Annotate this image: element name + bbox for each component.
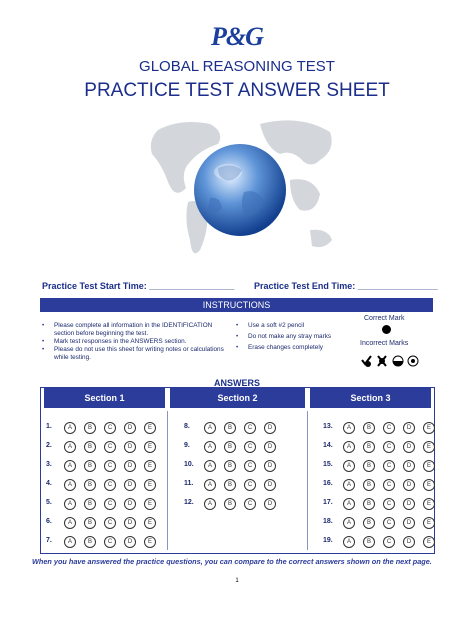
answer-bubble-a[interactable]: A <box>64 479 76 491</box>
section-3-header: Section 3 <box>310 388 431 408</box>
question-number: 13. <box>323 423 333 430</box>
question-number: 7. <box>46 537 52 544</box>
question-number: 5. <box>46 499 52 506</box>
answer-bubble-b[interactable]: B <box>363 460 375 472</box>
footer-note: When you have answered the practice questions, you can compare to the correct answers shown on the next page. <box>32 557 432 566</box>
answer-bubble-d[interactable]: D <box>403 498 415 510</box>
answer-bubble-c[interactable]: C <box>244 422 256 434</box>
answer-bubble-c[interactable]: C <box>244 479 256 491</box>
answer-bubble-d[interactable]: D <box>124 460 136 472</box>
incorrect-marks-icon <box>360 354 420 368</box>
pg-logo: P&G <box>211 22 263 51</box>
answer-bubble-e[interactable]: E <box>423 498 435 510</box>
answer-bubble-a[interactable]: A <box>64 536 76 548</box>
answer-bubble-b[interactable]: B <box>224 479 236 491</box>
answer-bubble-a[interactable]: A <box>204 441 216 453</box>
answer-bubble-a[interactable]: A <box>343 460 355 472</box>
question-number: 12. <box>184 499 194 506</box>
section-2-header: Section 2 <box>170 388 305 408</box>
column-divider <box>307 411 308 550</box>
answer-row <box>184 479 294 491</box>
answer-bubble-d[interactable]: D <box>264 422 276 434</box>
answer-bubble-b[interactable]: B <box>363 422 375 434</box>
answer-bubble-a[interactable]: A <box>343 536 355 548</box>
answer-bubble-e[interactable]: E <box>423 441 435 453</box>
question-number: 8. <box>184 423 190 430</box>
answer-bubble-d[interactable]: D <box>124 441 136 453</box>
answer-bubble-a[interactable]: A <box>64 517 76 529</box>
answer-bubble-c[interactable]: C <box>104 536 116 548</box>
answer-bubble-d[interactable]: D <box>264 498 276 510</box>
answer-bubble-c[interactable]: C <box>383 422 395 434</box>
answer-row <box>323 517 433 529</box>
answer-bubble-c[interactable]: C <box>104 498 116 510</box>
answer-row <box>46 498 156 510</box>
answer-bubble-d[interactable]: D <box>264 479 276 491</box>
answer-bubble-e[interactable]: E <box>423 460 435 472</box>
answer-row <box>46 479 156 491</box>
question-number: 9. <box>184 442 190 449</box>
answer-bubble-b[interactable]: B <box>84 460 96 472</box>
answer-bubble-e[interactable]: E <box>144 460 156 472</box>
question-number: 3. <box>46 461 52 468</box>
answer-bubble-e[interactable]: E <box>144 536 156 548</box>
answer-row <box>323 536 433 548</box>
answer-bubble-a[interactable]: A <box>343 498 355 510</box>
section-1-header: Section 1 <box>44 388 165 408</box>
answers-heading: ANSWERS <box>213 378 260 388</box>
answer-bubble-c[interactable]: C <box>383 498 395 510</box>
question-number: 11. <box>184 480 194 487</box>
answer-bubble-b[interactable]: B <box>84 517 96 529</box>
answer-bubble-c[interactable]: C <box>104 460 116 472</box>
answer-bubble-e[interactable]: E <box>144 479 156 491</box>
answer-bubble-e[interactable]: E <box>144 441 156 453</box>
answer-bubble-d[interactable]: D <box>264 441 276 453</box>
page-number: 1 <box>235 578 239 584</box>
question-number: 16. <box>323 480 333 487</box>
globe-illustration <box>140 110 340 270</box>
question-number: 1. <box>46 423 52 430</box>
answer-row <box>46 460 156 472</box>
answer-bubble-b[interactable]: B <box>224 441 236 453</box>
instruction-item: • Do not make any stray marks <box>234 333 334 341</box>
answer-row <box>323 460 433 472</box>
incorrect-marks-label: Incorrect Marks <box>360 340 409 347</box>
answer-bubble-d[interactable]: D <box>403 422 415 434</box>
answer-bubble-c[interactable]: C <box>383 460 395 472</box>
question-number: 17. <box>323 499 333 506</box>
answer-bubble-a[interactable]: A <box>343 441 355 453</box>
answer-bubble-a[interactable]: A <box>64 498 76 510</box>
answer-bubble-b[interactable]: B <box>84 479 96 491</box>
correct-mark-label: Correct Mark <box>364 315 405 322</box>
page-title: PRACTICE TEST ANSWER SHEET <box>84 80 390 101</box>
instruction-item: • Erase changes completely <box>234 344 334 352</box>
answer-bubble-c[interactable]: C <box>104 479 116 491</box>
answer-bubble-a[interactable]: A <box>204 460 216 472</box>
answer-bubble-d[interactable]: D <box>403 460 415 472</box>
answer-row <box>323 441 433 453</box>
answer-bubble-b[interactable]: B <box>224 460 236 472</box>
answer-bubble-b[interactable]: B <box>363 479 375 491</box>
answer-bubble-b[interactable]: B <box>84 498 96 510</box>
answer-bubble-a[interactable]: A <box>204 498 216 510</box>
answer-bubble-a[interactable]: A <box>64 460 76 472</box>
question-number: 15. <box>323 461 333 468</box>
question-number: 2. <box>46 442 52 449</box>
answer-bubble-e[interactable]: E <box>144 422 156 434</box>
test-subtitle: GLOBAL REASONING TEST <box>139 58 335 75</box>
answer-bubble-e[interactable]: E <box>423 479 435 491</box>
answer-row <box>184 441 294 453</box>
column-divider <box>167 411 168 550</box>
instructions-right <box>234 322 334 355</box>
answer-bubble-c[interactable]: C <box>383 479 395 491</box>
answer-bubble-a[interactable]: A <box>343 422 355 434</box>
answer-bubble-d[interactable]: D <box>124 498 136 510</box>
answer-bubble-d[interactable]: D <box>124 422 136 434</box>
answer-bubble-b[interactable]: B <box>363 441 375 453</box>
answer-bubble-b[interactable]: B <box>224 422 236 434</box>
correct-mark-icon <box>382 325 391 334</box>
answer-bubble-e[interactable]: E <box>423 536 435 548</box>
question-number: 6. <box>46 518 52 525</box>
instruction-item: • Use a soft #2 pencil <box>234 322 334 330</box>
answer-bubble-d[interactable]: D <box>403 536 415 548</box>
end-time-field[interactable]: Practice Test End Time: ________________ <box>254 281 438 291</box>
instruction-item: • Please do not use this sheet for writing notes or calculations while testing. <box>40 346 230 362</box>
answer-row <box>46 422 156 434</box>
answer-bubble-b[interactable]: B <box>224 498 236 510</box>
question-number: 10. <box>184 461 194 468</box>
answer-bubble-e[interactable]: E <box>423 422 435 434</box>
question-number: 14. <box>323 442 333 449</box>
question-number: 4. <box>46 480 52 487</box>
question-number: 19. <box>323 537 333 544</box>
answer-bubble-c[interactable]: C <box>383 441 395 453</box>
start-time-field[interactable]: Practice Test Start Time: _________________ <box>42 281 235 291</box>
answer-bubble-d[interactable]: D <box>124 536 136 548</box>
answer-bubble-c[interactable]: C <box>104 422 116 434</box>
answer-row <box>46 441 156 453</box>
answer-row <box>46 536 156 548</box>
answer-bubble-d[interactable]: D <box>124 479 136 491</box>
answer-bubble-a[interactable]: A <box>204 422 216 434</box>
answer-bubble-d[interactable]: D <box>264 460 276 472</box>
answer-bubble-b[interactable]: B <box>363 536 375 548</box>
answer-bubble-b[interactable]: B <box>84 422 96 434</box>
answer-row <box>46 517 156 529</box>
answer-bubble-c[interactable]: C <box>244 460 256 472</box>
instruction-item: • Please complete all information in the IDENTIFICATION section before beginning the test. <box>40 322 230 338</box>
answers-grid <box>40 387 435 554</box>
answer-row <box>184 498 294 510</box>
answer-bubble-b[interactable]: B <box>84 441 96 453</box>
answer-bubble-e[interactable]: E <box>423 517 435 529</box>
answer-bubble-d[interactable]: D <box>403 479 415 491</box>
answer-bubble-c[interactable]: C <box>244 498 256 510</box>
answer-row <box>323 498 433 510</box>
answer-bubble-a[interactable]: A <box>64 422 76 434</box>
answer-bubble-e[interactable]: E <box>144 498 156 510</box>
answer-row <box>184 460 294 472</box>
answer-bubble-c[interactable]: C <box>244 441 256 453</box>
answer-bubble-b[interactable]: B <box>84 536 96 548</box>
answer-bubble-a[interactable]: A <box>343 479 355 491</box>
instructions-left <box>40 322 230 362</box>
answer-bubble-a[interactable]: A <box>64 441 76 453</box>
answer-bubble-d[interactable]: D <box>403 441 415 453</box>
answer-bubble-d[interactable]: D <box>124 517 136 529</box>
answer-bubble-d[interactable]: D <box>403 517 415 529</box>
answer-row <box>323 422 433 434</box>
answer-bubble-c[interactable]: C <box>383 517 395 529</box>
instruction-item: • Mark test responses in the ANSWERS section. <box>40 338 230 346</box>
answer-row <box>323 479 433 491</box>
answer-bubble-b[interactable]: B <box>363 517 375 529</box>
answer-bubble-c[interactable]: C <box>104 517 116 529</box>
question-number: 18. <box>323 518 333 525</box>
answer-bubble-c[interactable]: C <box>383 536 395 548</box>
answer-bubble-c[interactable]: C <box>104 441 116 453</box>
answer-bubble-a[interactable]: A <box>343 517 355 529</box>
answer-bubble-b[interactable]: B <box>363 498 375 510</box>
instructions-header: INSTRUCTIONS <box>40 298 433 312</box>
answer-bubble-a[interactable]: A <box>204 479 216 491</box>
answer-row <box>184 422 294 434</box>
answer-bubble-e[interactable]: E <box>144 517 156 529</box>
